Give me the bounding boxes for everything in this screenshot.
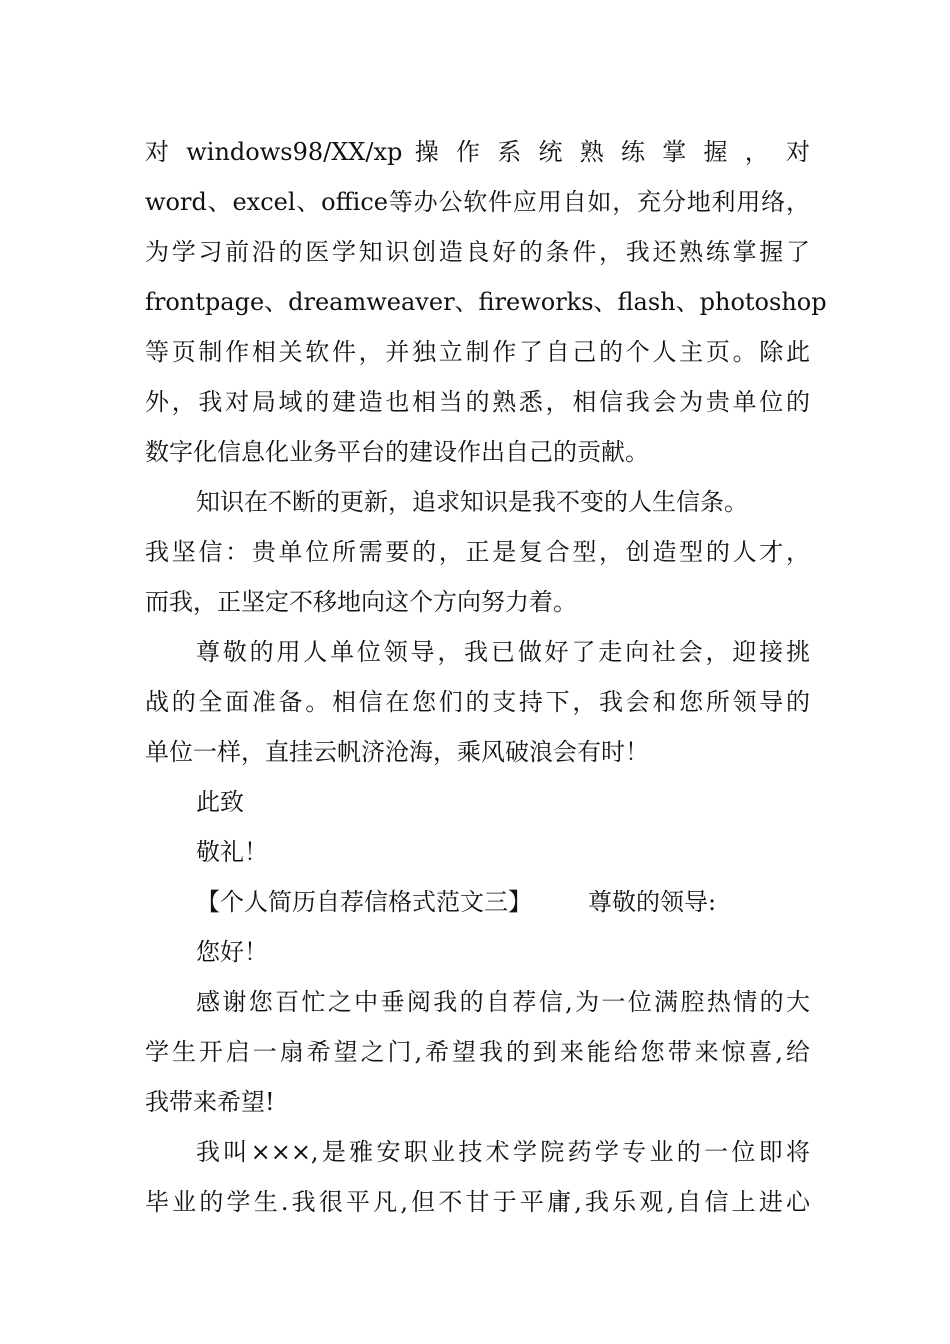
salutation: 尊敬的领导: [588,888,717,916]
body-line: 我带来希望! [145,1088,275,1116]
paragraph-first-line: 知识在不断的更新，追求知识是我不变的人生信条。 [196,488,748,516]
body-line: 毕业的学生.我很平凡,但不甘于平庸,我乐观,自信上进心 [145,1188,810,1216]
body-line: 而我，正坚定不移地向这个方向努力着。 [145,588,577,616]
body-line: 对 windows98/XX/xp 操 作 系 统 熟 练 掌 握 ， 对 [145,138,810,166]
body-line: 外，我对局域的建造也相当的熟悉，相信我会为贵单位的 [145,388,810,416]
body-line: 战的全面准备。相信在您们的支持下，我会和您所领导的 [145,688,810,716]
greeting-line: 您好！ [196,938,268,966]
body-line: 等页制作相关软件，并独立制作了自己的个人主页。除此 [145,338,810,366]
closing-line: 敬礼！ [196,838,268,866]
body-line: 数字化信息化业务平台的建设作出自己的贡献。 [145,438,649,466]
body-line: 为学习前沿的医学知识创造良好的条件，我还熟练掌握了 [145,238,810,266]
section-heading: 【个人简历自荐信格式范文三】 [196,888,532,916]
body-line: 我坚信：贵单位所需要的，正是复合型，创造型的人才， [145,538,810,566]
body-line: frontpage、dreamweaver、fireworks、flash、photoshop [145,288,827,316]
body-line: word、excel、office等办公软件应用自如，充分地利用络， [145,188,810,216]
body-line: 单位一样，直挂云帆济沧海，乘风破浪会有时！ [145,738,649,766]
paragraph-first-line: 尊敬的用人单位领导，我已做好了走向社会，迎接挑 [196,638,810,666]
section-heading-row [196,887,810,917]
paragraph-first-line: 我叫×××,是雅安职业技术学院药学专业的一位即将 [196,1138,810,1166]
closing-line: 此致 [196,788,244,816]
body-line: 学生开启一扇希望之门,希望我的到来能给您带来惊喜,给 [145,1038,810,1066]
paragraph-first-line: 感谢您百忙之中垂阅我的自荐信,为一位满腔热情的大 [196,988,810,1016]
